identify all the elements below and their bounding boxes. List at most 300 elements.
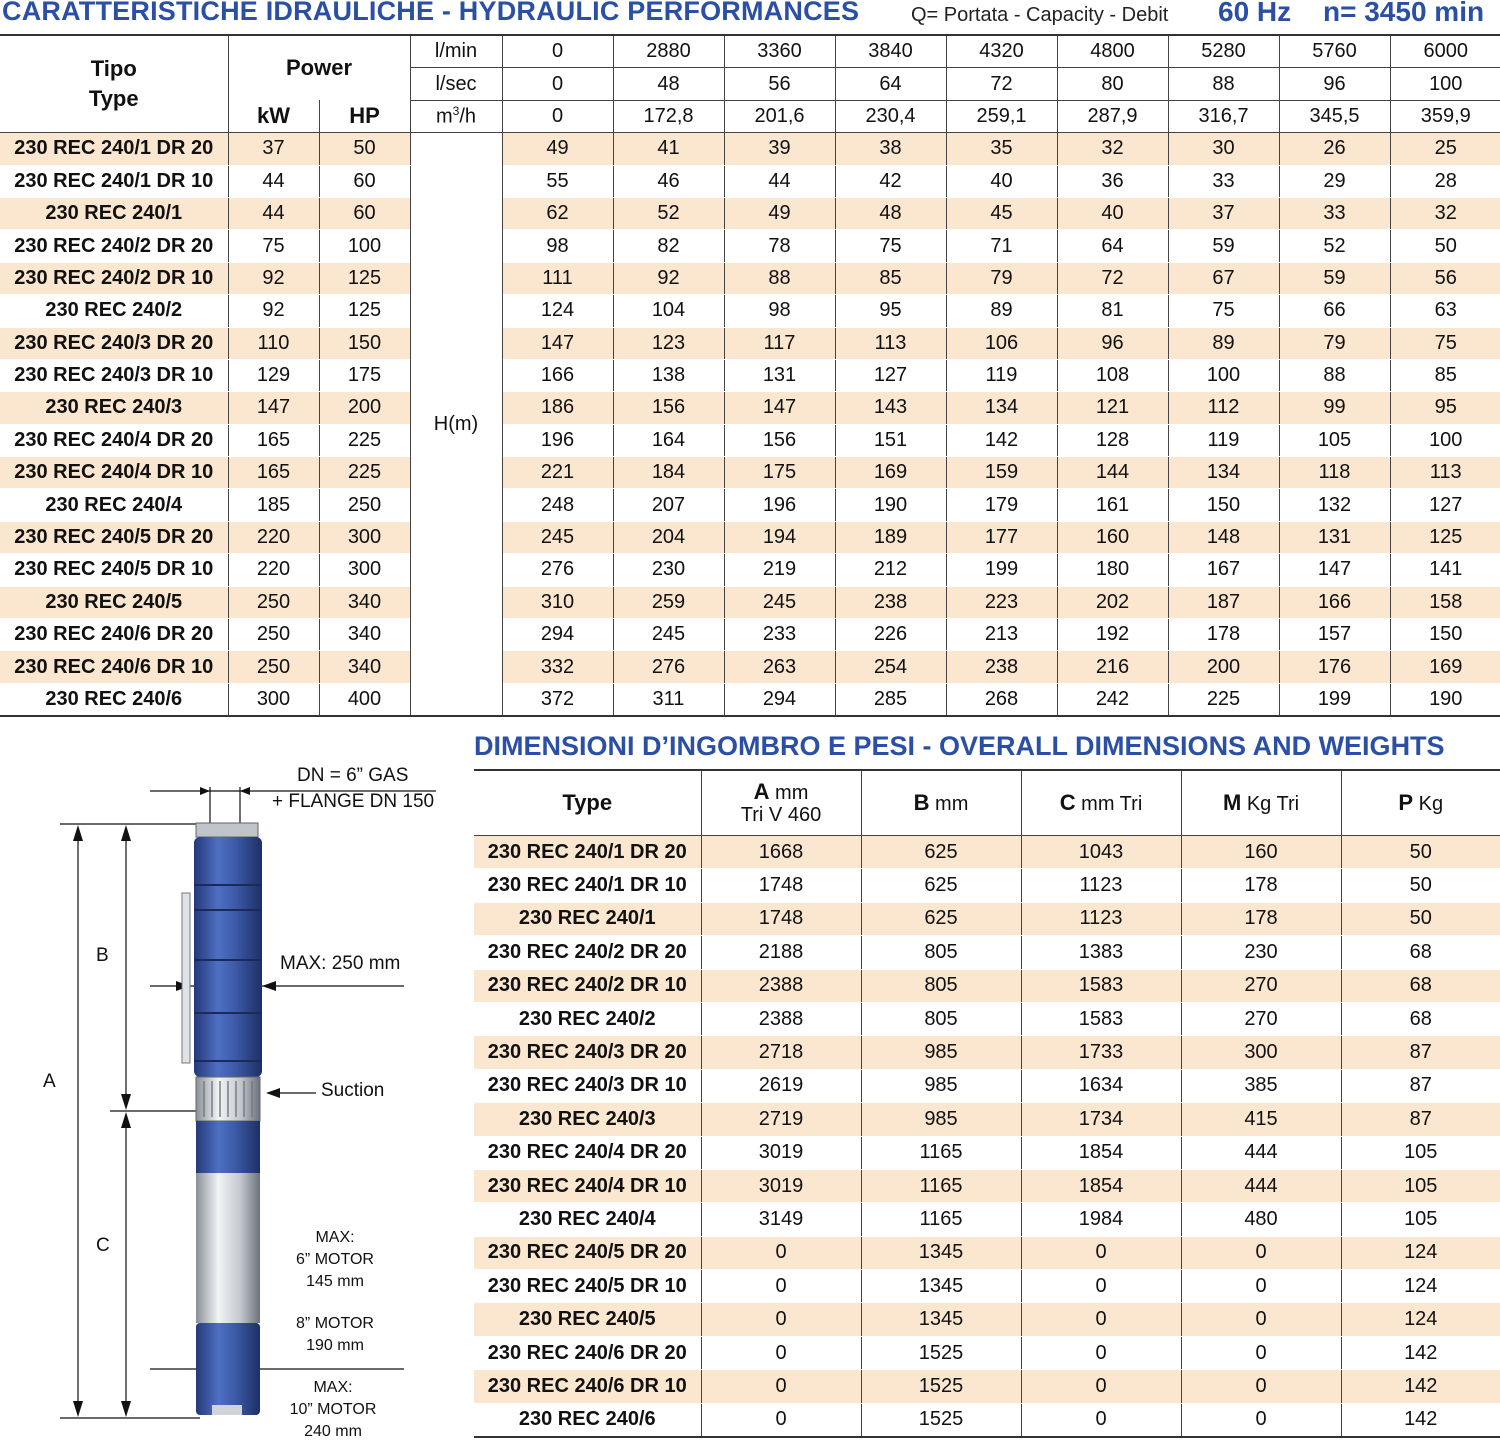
perf-head-value: 99 [1279, 392, 1390, 424]
dimension-a-label: A [43, 1071, 56, 1092]
perf-head-value: 141 [1390, 554, 1500, 586]
perf-head-value: 100 [1390, 424, 1500, 456]
perf-kw: 92 [228, 295, 319, 327]
speed-label: n= 3450 min [1323, 0, 1485, 27]
perf-type: 230 REC 240/6 [0, 683, 228, 716]
perf-type: 230 REC 240/6 DR 20 [0, 619, 228, 651]
perf-head-value: 75 [835, 230, 946, 262]
perf-head-value: 238 [946, 651, 1057, 683]
perf-head-value: 59 [1168, 230, 1279, 262]
perf-row [0, 165, 1500, 197]
perf-head-value: 56 [1390, 262, 1500, 294]
perf-head-value: 113 [1390, 457, 1500, 489]
dims-c: 1583 [1021, 1002, 1181, 1035]
perf-kw: 147 [228, 392, 319, 424]
motor-body [196, 1173, 260, 1323]
dims-b-header: B mm [861, 771, 1021, 836]
perf-row [0, 521, 1500, 553]
perf-head-value: 332 [502, 651, 613, 683]
dims-row [474, 1002, 1500, 1035]
perf-kw: 250 [228, 619, 319, 651]
perf-type: 230 REC 240/1 DR 20 [0, 133, 228, 165]
perf-hp: 125 [319, 262, 410, 294]
dims-b: 1525 [861, 1370, 1021, 1403]
perf-hp: 340 [319, 619, 410, 651]
perf-head-value: 42 [835, 165, 946, 197]
perf-type: 230 REC 240/1 [0, 197, 228, 229]
perf-head-value: 49 [724, 197, 835, 229]
dims-b: 1165 [861, 1136, 1021, 1169]
perf-type: 230 REC 240/2 DR 10 [0, 262, 228, 294]
perf-head-value: 276 [613, 651, 724, 683]
perf-head-value: 121 [1057, 392, 1168, 424]
perf-head-value: 88 [724, 262, 835, 294]
perf-hp: 340 [319, 651, 410, 683]
dims-m: 270 [1181, 969, 1341, 1002]
perf-kw: 129 [228, 359, 319, 391]
perf-hp: 60 [319, 165, 410, 197]
perf-head-value: 59 [1279, 262, 1390, 294]
dims-a: 2388 [701, 1002, 861, 1035]
unit-m3h-base: m [435, 105, 453, 128]
perf-head-value: 112 [1168, 392, 1279, 424]
dims-c: 0 [1021, 1270, 1181, 1303]
perf-head-value: 186 [502, 392, 613, 424]
suction-label: Suction [321, 1080, 385, 1101]
motor8-note: 8” MOTOR 190 mm [296, 1315, 374, 1354]
perf-head-value: 111 [502, 262, 613, 294]
perf-head-value: 131 [1279, 521, 1390, 553]
perf-head-value: 128 [1057, 424, 1168, 456]
perf-head-value: 147 [502, 327, 613, 359]
perf-head-value: 169 [835, 457, 946, 489]
dims-a: 2388 [701, 969, 861, 1002]
perf-head-value: 147 [1279, 554, 1390, 586]
dims-a: 0 [701, 1336, 861, 1369]
perf-head-value: 294 [724, 683, 835, 716]
perf-head-value: 372 [502, 683, 613, 716]
page-title: CARATTERISTICHE IDRAULICHE - HYDRAULIC PERFORMANCES [2, 0, 860, 26]
perf-kw: 75 [228, 230, 319, 262]
perf-hp: 340 [319, 586, 410, 618]
perf-head-value: 63 [1390, 295, 1500, 327]
perf-row [0, 554, 1500, 586]
perf-head-value: 156 [613, 392, 724, 424]
perf-kw: 250 [228, 586, 319, 618]
dims-p: 50 [1341, 869, 1500, 902]
perf-hp: 50 [319, 133, 410, 165]
dims-b: 1165 [861, 1203, 1021, 1236]
dims-type: 230 REC 240/4 DR 10 [474, 1169, 701, 1202]
dims-p: 68 [1341, 1002, 1500, 1035]
perf-head-value: 158 [1390, 586, 1500, 618]
perf-head-value: 64 [1057, 230, 1168, 262]
dims-type: 230 REC 240/3 [474, 1103, 701, 1136]
dims-c: 1043 [1021, 836, 1181, 869]
perf-row [0, 683, 1500, 716]
dims-c: 1123 [1021, 902, 1181, 935]
perf-hp: 200 [319, 392, 410, 424]
perf-head-value: 199 [946, 554, 1057, 586]
motor10-note: MAX: 10” MOTOR 240 mm [289, 1379, 377, 1440]
perf-head-value: 202 [1057, 586, 1168, 618]
perf-head-value: 62 [502, 197, 613, 229]
dims-a: 2718 [701, 1036, 861, 1069]
perf-head-value: 26 [1279, 133, 1390, 165]
perf-head-value: 166 [1279, 586, 1390, 618]
dims-p: 50 [1341, 836, 1500, 869]
perf-type: 230 REC 240/6 DR 10 [0, 651, 228, 683]
perf-kw: 165 [228, 457, 319, 489]
perf-head-value: 39 [724, 133, 835, 165]
perf-head-value: 98 [502, 230, 613, 262]
perf-head-value: 85 [1390, 359, 1500, 391]
perf-head-value: 156 [724, 424, 835, 456]
dims-c: 1984 [1021, 1203, 1181, 1236]
perf-type: 230 REC 240/4 DR 20 [0, 424, 228, 456]
perf-type: 230 REC 240/3 DR 10 [0, 359, 228, 391]
perf-row [0, 230, 1500, 262]
dims-b: 1345 [861, 1303, 1021, 1336]
perf-row [0, 359, 1500, 391]
dims-m: 160 [1181, 836, 1341, 869]
perf-row [0, 489, 1500, 521]
perf-head-value: 49 [502, 133, 613, 165]
dims-row [474, 1103, 1500, 1136]
dims-b: 985 [861, 1036, 1021, 1069]
m3h-1: 172,8 [613, 100, 724, 132]
lsec-4: 72 [946, 68, 1057, 100]
perf-head-value: 79 [1279, 327, 1390, 359]
kw-header: kW [228, 100, 319, 132]
perf-head-value: 67 [1168, 262, 1279, 294]
dims-m: 0 [1181, 1270, 1341, 1303]
dims-a: 3149 [701, 1203, 861, 1236]
perf-head-value: 177 [946, 521, 1057, 553]
dims-p: 105 [1341, 1136, 1500, 1169]
dims-m: 385 [1181, 1069, 1341, 1102]
dims-row [474, 1036, 1500, 1069]
lsec-7: 96 [1279, 68, 1390, 100]
dims-type-header: Type [474, 771, 701, 836]
dimensions-table [474, 771, 1500, 1438]
perf-head-value: 134 [1168, 457, 1279, 489]
perf-head-value: 248 [502, 489, 613, 521]
perf-head-value: 38 [835, 133, 946, 165]
dims-a: 2619 [701, 1069, 861, 1102]
perf-head-value: 119 [946, 359, 1057, 391]
dims-type: 230 REC 240/4 [474, 1203, 701, 1236]
dims-a: 1748 [701, 869, 861, 902]
perf-head-value: 95 [835, 295, 946, 327]
perf-kw: 165 [228, 424, 319, 456]
perf-head-value: 194 [724, 521, 835, 553]
lmin-3: 3840 [835, 35, 946, 68]
perf-hp: 300 [319, 521, 410, 553]
perf-head-value: 92 [613, 262, 724, 294]
perf-head-value: 52 [613, 197, 724, 229]
lsec-2: 56 [724, 68, 835, 100]
dims-type: 230 REC 240/1 DR 20 [474, 836, 701, 869]
unit-m3h-tail: /h [459, 105, 477, 128]
perf-head-value: 41 [613, 133, 724, 165]
perf-type: 230 REC 240/2 [0, 295, 228, 327]
perf-head-value: 160 [1057, 521, 1168, 553]
perf-head-value: 230 [613, 554, 724, 586]
perf-kw: 300 [228, 683, 319, 716]
dims-b: 1525 [861, 1336, 1021, 1369]
dims-a: 0 [701, 1303, 861, 1336]
lmin-7: 5760 [1279, 35, 1390, 68]
perf-head-value: 213 [946, 619, 1057, 651]
perf-head-value: 96 [1057, 327, 1168, 359]
lmin-5: 4800 [1057, 35, 1168, 68]
perf-head-value: 226 [835, 619, 946, 651]
dims-c: 1583 [1021, 969, 1181, 1002]
perf-head-value: 85 [835, 262, 946, 294]
perf-head-value: 238 [835, 586, 946, 618]
dims-p: 105 [1341, 1169, 1500, 1202]
dims-c: 0 [1021, 1336, 1181, 1369]
perf-head-value: 144 [1057, 457, 1168, 489]
perf-head-value: 79 [946, 262, 1057, 294]
dims-m: 480 [1181, 1203, 1341, 1236]
dims-b: 1345 [861, 1270, 1021, 1303]
lsec-8: 100 [1390, 68, 1500, 100]
dimensions-table-body [474, 836, 1500, 1438]
perf-hp: 100 [319, 230, 410, 262]
dims-type: 230 REC 240/1 DR 10 [474, 869, 701, 902]
m3h-0: 0 [502, 100, 613, 132]
perf-hp: 125 [319, 295, 410, 327]
perf-head-value: 196 [502, 424, 613, 456]
perf-head-value: 117 [724, 327, 835, 359]
hp-header: HP [319, 100, 410, 132]
performance-table [0, 34, 1500, 717]
dims-c: 1733 [1021, 1036, 1181, 1069]
perf-head-value: 35 [946, 133, 1057, 165]
flange-label: + FLANGE DN 150 [272, 791, 435, 812]
perf-head-value: 82 [613, 230, 724, 262]
dims-a: 2188 [701, 936, 861, 969]
unit-m3h-sup: 3 [452, 104, 460, 119]
perf-head-value: 263 [724, 651, 835, 683]
dims-b: 805 [861, 1002, 1021, 1035]
capacity-note: Q= Portata - Capacity - Debit [911, 4, 1169, 26]
dims-m-header: M Kg Tri [1181, 771, 1341, 836]
perf-head-value: 81 [1057, 295, 1168, 327]
dims-p: 124 [1341, 1236, 1500, 1269]
perf-head-value: 32 [1057, 133, 1168, 165]
perf-head-value: 33 [1168, 165, 1279, 197]
perf-head-value: 106 [946, 327, 1057, 359]
pump-diagram [0, 745, 470, 1440]
perf-row [0, 197, 1500, 229]
perf-hp: 400 [319, 683, 410, 716]
perf-head-value: 216 [1057, 651, 1168, 683]
perf-head-value: 157 [1279, 619, 1390, 651]
perf-head-value: 259 [613, 586, 724, 618]
dims-type: 230 REC 240/3 DR 20 [474, 1036, 701, 1069]
dims-p: 124 [1341, 1303, 1500, 1336]
dims-type: 230 REC 240/1 [474, 902, 701, 935]
perf-row [0, 651, 1500, 683]
perf-kw: 185 [228, 489, 319, 521]
dims-row [474, 1336, 1500, 1369]
perf-kw: 92 [228, 262, 319, 294]
dims-b: 985 [861, 1103, 1021, 1136]
dims-c: 1854 [1021, 1136, 1181, 1169]
perf-type: 230 REC 240/3 DR 20 [0, 327, 228, 359]
perf-head-value: 88 [1279, 359, 1390, 391]
perf-head-value: 40 [1057, 197, 1168, 229]
lsec-3: 64 [835, 68, 946, 100]
perf-head-value: 124 [502, 295, 613, 327]
dims-row [474, 1370, 1500, 1403]
dims-b: 625 [861, 869, 1021, 902]
perf-head-value: 142 [946, 424, 1057, 456]
perf-head-value: 46 [613, 165, 724, 197]
dimension-c-label: C [96, 1235, 110, 1256]
perf-kw: 37 [228, 133, 319, 165]
dims-a: 2719 [701, 1103, 861, 1136]
dims-a-header: A mm Tri V 460 [701, 771, 861, 836]
dims-row [474, 1270, 1500, 1303]
dims-row [474, 1303, 1500, 1336]
dims-type: 230 REC 240/6 DR 20 [474, 1336, 701, 1369]
perf-head-value: 242 [1057, 683, 1168, 716]
perf-head-value: 190 [835, 489, 946, 521]
dims-b: 1345 [861, 1236, 1021, 1269]
perf-kw: 220 [228, 554, 319, 586]
dims-m: 0 [1181, 1370, 1341, 1403]
perf-type: 230 REC 240/4 DR 10 [0, 457, 228, 489]
perf-head-value: 225 [1168, 683, 1279, 716]
perf-head-value: 169 [1390, 651, 1500, 683]
perf-head-value: 32 [1390, 197, 1500, 229]
dims-m: 444 [1181, 1136, 1341, 1169]
perf-head-value: 204 [613, 521, 724, 553]
dims-type: 230 REC 240/6 [474, 1403, 701, 1437]
perf-head-value: 104 [613, 295, 724, 327]
dn-label: DN = 6” GAS [297, 765, 409, 786]
perf-hp: 175 [319, 359, 410, 391]
perf-head-value: 66 [1279, 295, 1390, 327]
perf-head-value: 45 [946, 197, 1057, 229]
perf-head-value: 178 [1168, 619, 1279, 651]
head-label: H(m) [410, 133, 502, 717]
perf-head-value: 200 [1168, 651, 1279, 683]
perf-head-value: 268 [946, 683, 1057, 716]
dims-m: 0 [1181, 1236, 1341, 1269]
dims-row [474, 1203, 1500, 1236]
perf-head-value: 75 [1390, 327, 1500, 359]
dims-a: 0 [701, 1370, 861, 1403]
perf-row [0, 424, 1500, 456]
perf-head-value: 245 [502, 521, 613, 553]
perf-head-value: 89 [1168, 327, 1279, 359]
dims-m: 270 [1181, 1002, 1341, 1035]
perf-hp: 60 [319, 197, 410, 229]
perf-head-value: 184 [613, 457, 724, 489]
perf-head-value: 148 [1168, 521, 1279, 553]
dims-c: 1383 [1021, 936, 1181, 969]
perf-head-value: 219 [724, 554, 835, 586]
perf-head-value: 132 [1279, 489, 1390, 521]
perf-row [0, 262, 1500, 294]
perf-type: 230 REC 240/1 DR 10 [0, 165, 228, 197]
dims-p: 87 [1341, 1069, 1500, 1102]
perf-head-value: 48 [835, 197, 946, 229]
perf-head-value: 72 [1057, 262, 1168, 294]
perf-head-value: 192 [1057, 619, 1168, 651]
perf-head-value: 150 [1168, 489, 1279, 521]
perf-kw: 44 [228, 165, 319, 197]
lsec-0: 0 [502, 68, 613, 100]
dims-c: 0 [1021, 1403, 1181, 1437]
perf-row [0, 327, 1500, 359]
dims-row [474, 936, 1500, 969]
perf-head-value: 44 [724, 165, 835, 197]
dims-row [474, 869, 1500, 902]
dims-p-header: P Kg [1341, 771, 1500, 836]
perf-head-value: 189 [835, 521, 946, 553]
perf-head-value: 29 [1279, 165, 1390, 197]
dims-row [474, 1236, 1500, 1269]
dims-row [474, 1069, 1500, 1102]
perf-head-value: 55 [502, 165, 613, 197]
perf-head-value: 78 [724, 230, 835, 262]
perf-head-value: 196 [724, 489, 835, 521]
perf-head-value: 108 [1057, 359, 1168, 391]
perf-row [0, 619, 1500, 651]
max-diameter-label: MAX: 250 mm [280, 953, 401, 974]
dims-c: 1634 [1021, 1069, 1181, 1102]
m3h-7: 345,5 [1279, 100, 1390, 132]
dimension-b-label: B [96, 945, 109, 966]
lsec-5: 80 [1057, 68, 1168, 100]
dims-p: 142 [1341, 1336, 1500, 1369]
perf-head-value: 159 [946, 457, 1057, 489]
lsec-1: 48 [613, 68, 724, 100]
perf-head-value: 123 [613, 327, 724, 359]
lmin-1: 2880 [613, 35, 724, 68]
perf-head-value: 28 [1390, 165, 1500, 197]
lmin-4: 4320 [946, 35, 1057, 68]
dims-b: 1525 [861, 1403, 1021, 1437]
perf-head-value: 199 [1279, 683, 1390, 716]
perf-head-value: 95 [1390, 392, 1500, 424]
dims-c: 0 [1021, 1370, 1181, 1403]
perf-head-value: 233 [724, 619, 835, 651]
dims-p: 105 [1341, 1203, 1500, 1236]
dims-m: 0 [1181, 1403, 1341, 1437]
lmin-0: 0 [502, 35, 613, 68]
perf-head-value: 212 [835, 554, 946, 586]
dims-type: 230 REC 240/3 DR 10 [474, 1069, 701, 1102]
dims-m: 415 [1181, 1103, 1341, 1136]
dims-type: 230 REC 240/6 DR 10 [474, 1370, 701, 1403]
dims-m: 444 [1181, 1169, 1341, 1202]
dims-b: 625 [861, 836, 1021, 869]
frequency-label: 60 Hz [1218, 0, 1292, 27]
dims-p: 68 [1341, 969, 1500, 1002]
dims-p: 142 [1341, 1403, 1500, 1437]
dims-a: 3019 [701, 1136, 861, 1169]
dimensions-title: DIMENSIONI D’INGOMBRO E PESI - OVERALL DIMENSIONS AND WEIGHTS [474, 731, 1445, 761]
perf-hp: 225 [319, 457, 410, 489]
dims-c-header: C mm Tri [1021, 771, 1181, 836]
